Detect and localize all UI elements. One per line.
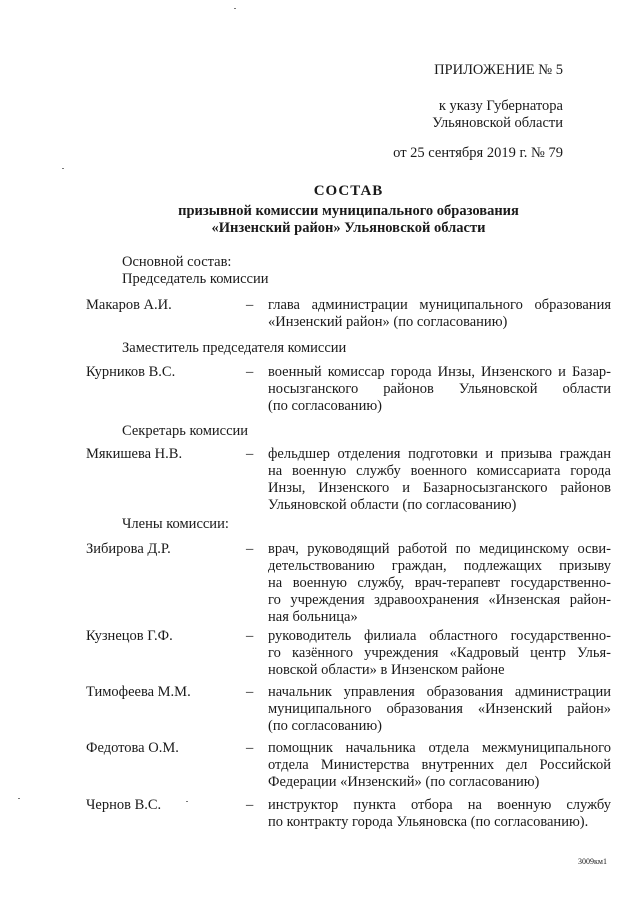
description-line: (по согласованию) [268, 718, 382, 734]
dash-separator: – [246, 364, 254, 380]
person-description [268, 364, 611, 415]
description-line: фельдшер отделения подготовки и призыва граждан [268, 446, 611, 462]
description-line: на военную службу военного комиссариата города [268, 463, 611, 479]
description-line: помощник начальника отдела межмуниципального [268, 740, 611, 756]
description-line: муниципального образования «Инзенский район» [268, 701, 611, 717]
scan-speck [62, 168, 64, 169]
scan-speck [234, 8, 236, 9]
dash-separator: – [246, 297, 254, 313]
document-code: 3009км1 [578, 857, 607, 866]
decree-line-1: к указу Губернатора [438, 98, 563, 114]
section-deputy: Заместитель председателя комиссии [122, 340, 347, 356]
person-name: Чернов В.С. [86, 797, 162, 813]
document-subtitle-line-2: «Инзенский район» Ульяновской области [211, 220, 486, 236]
description-line: (по согласованию) [268, 398, 382, 414]
description-line: руководитель филиала областного государственно- [268, 628, 611, 644]
scan-speck [18, 798, 20, 799]
description-line: начальник управления образования администрации [268, 684, 611, 700]
person-name: Курников В.С. [86, 364, 176, 380]
description-line: носызганского районов Ульяновской области [268, 381, 611, 397]
description-line: Ульяновской области (по согласованию) [268, 497, 517, 513]
description-line: инструктор пункта отбора на военную службу [268, 797, 611, 813]
description-line: го учреждения здравоохранения «Инзенская район- [268, 592, 611, 608]
section-secretary: Секретарь комиссии [122, 423, 249, 439]
dash-separator: – [246, 541, 254, 557]
decree-date: от 25 сентября 2019 г. № 79 [393, 145, 563, 161]
description-line: врач, руководящий работой по медицинскому осви- [268, 541, 611, 557]
description-line: ная больница» [268, 609, 358, 625]
person-description [268, 446, 611, 514]
person-name: Зибирова Д.Р. [86, 541, 171, 557]
description-line: на военную службу, врач-терапевт государственно- [268, 575, 611, 591]
scan-speck [186, 801, 188, 802]
section-main-composition: Основной состав: [122, 254, 232, 270]
person-description [268, 628, 611, 679]
description-line: по контракту города Ульяновска (по согласованию). [268, 814, 589, 830]
document-title: СОСТАВ [313, 183, 384, 199]
section-members: Члены комиссии: [122, 516, 229, 532]
document-subtitle-line-1: призывной комиссии муниципального образования [178, 203, 519, 219]
person-description [268, 297, 611, 331]
description-line: военный комиссар города Инзы, Инзенского и Базар- [268, 364, 611, 380]
dash-separator: – [246, 797, 254, 813]
description-line: Инзы, Инзенского и Базарносызганского районов [268, 480, 611, 496]
person-name: Кузнецов Г.Ф. [86, 628, 173, 644]
person-description [268, 797, 611, 831]
description-line: Федерации «Инзенский» (по согласованию) [268, 774, 540, 790]
person-name: Мякишева Н.В. [86, 446, 183, 462]
description-line: отдела Министерства внутренних дел Российской [268, 757, 611, 773]
person-name: Тимофеева М.М. [86, 684, 191, 700]
description-line: глава администрации муниципального образования [268, 297, 611, 313]
person-name: Федотова О.М. [86, 740, 179, 756]
description-line: «Инзенский район» (по согласованию) [268, 314, 508, 330]
description-line: новской области» в Инзенском районе [268, 662, 505, 678]
description-line: детельствованию граждан, подлежащих призыву [268, 558, 611, 574]
dash-separator: – [246, 628, 254, 644]
description-line: го казённого учреждения «Кадровый центр Улья- [268, 645, 611, 661]
person-description [268, 684, 611, 735]
appendix-number: ПРИЛОЖЕНИЕ № 5 [434, 62, 563, 78]
person-description [268, 541, 611, 626]
dash-separator: – [246, 446, 254, 462]
person-description [268, 740, 611, 791]
person-name: Макаров А.И. [86, 297, 172, 313]
decree-line-2: Ульяновской области [432, 115, 563, 131]
dash-separator: – [246, 684, 254, 700]
dash-separator: – [246, 740, 254, 756]
section-chairman: Председатель комиссии [122, 271, 269, 287]
